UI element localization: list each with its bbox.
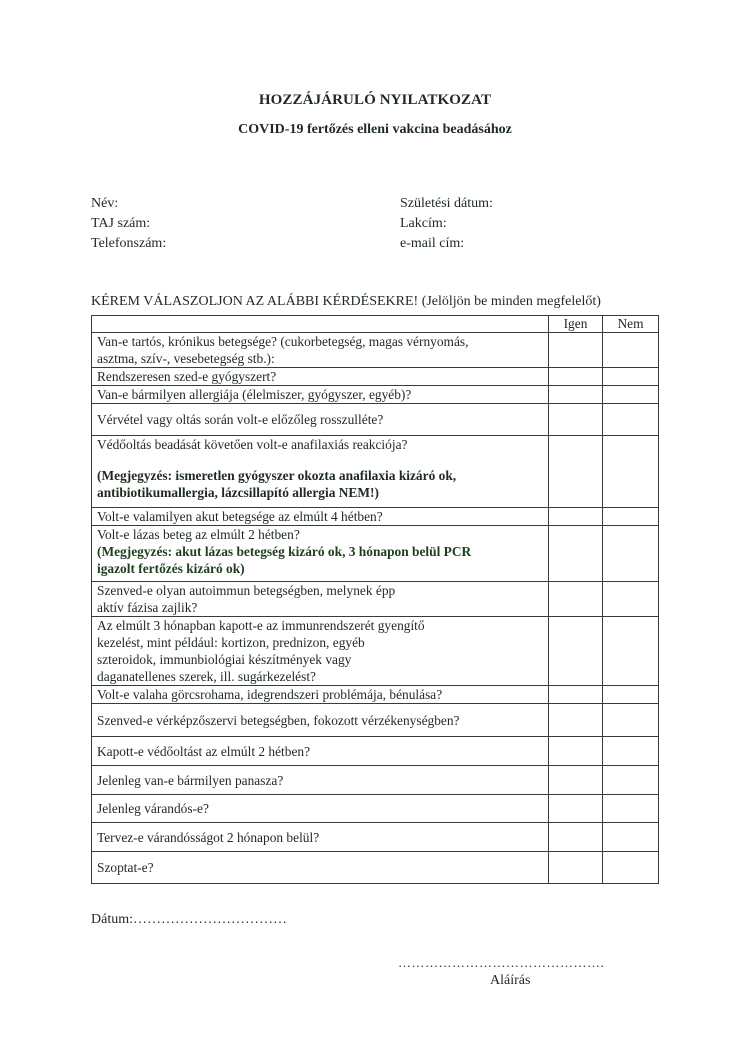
no-checkbox-cell[interactable] <box>603 436 659 508</box>
no-checkbox-cell[interactable] <box>603 617 659 686</box>
yes-checkbox-cell[interactable] <box>549 386 603 404</box>
question-cell <box>92 686 549 704</box>
yes-checkbox-cell[interactable] <box>549 704 603 737</box>
question-text: Szoptat-e? <box>97 860 154 875</box>
question-text: Volt-e valamilyen akut betegsége az elmúlt 4 hétben? <box>97 509 383 524</box>
question-cell <box>92 852 549 884</box>
question-text: Volt-e valaha görcsrohama, idegrendszeri problémája, bénulása? <box>97 687 443 702</box>
yes-checkbox-cell[interactable] <box>549 333 603 368</box>
no-checkbox-cell[interactable] <box>603 333 659 368</box>
no-checkbox-cell[interactable] <box>603 852 659 884</box>
table-row <box>92 404 659 436</box>
birth-date-label: Születési dátum: <box>400 196 493 211</box>
question-cell <box>92 582 549 617</box>
question-note: igazolt fertőzés kizáró ok) <box>97 561 245 576</box>
yes-checkbox-cell[interactable] <box>549 436 603 508</box>
table-row <box>92 368 659 386</box>
document-subtitle: COVID-19 fertőzés elleni vakcina beadásához <box>238 122 512 137</box>
question-cell <box>92 508 549 526</box>
question-text: Jelenleg van-e bármilyen panasza? <box>97 772 284 788</box>
table-row <box>92 737 659 766</box>
no-checkbox-cell[interactable] <box>603 686 659 704</box>
yes-checkbox-cell[interactable] <box>549 686 603 704</box>
yes-checkbox-cell[interactable] <box>549 404 603 436</box>
table-row <box>92 508 659 526</box>
no-checkbox-cell[interactable] <box>603 386 659 404</box>
question-cell <box>92 526 549 582</box>
question-note: (Megjegyzés: akut lázas betegség kizáró ok, 3 hónapon belül PCR <box>97 544 472 559</box>
no-checkbox-cell[interactable] <box>603 404 659 436</box>
question-note: (Megjegyzés: ismeretlen gyógyszer okozta anafilaxia kizáró ok, <box>97 468 457 483</box>
yes-checkbox-cell[interactable] <box>549 795 603 823</box>
table-row <box>92 386 659 404</box>
yes-checkbox-cell[interactable] <box>549 737 603 766</box>
table-row <box>92 526 659 582</box>
question-text: aktív fázisa zajlik? <box>97 600 198 615</box>
no-checkbox-cell[interactable] <box>603 704 659 737</box>
yes-checkbox-cell[interactable] <box>549 766 603 795</box>
no-checkbox-cell[interactable] <box>603 795 659 823</box>
question-cell <box>92 617 549 686</box>
question-text: Szenved-e olyan autoimmun betegségben, melynek épp <box>97 583 396 598</box>
no-column-header: Nem <box>603 316 659 333</box>
question-cell <box>92 766 549 795</box>
instruction-text: KÉREM VÁLASZOLJON AZ ALÁBBI KÉRDÉSEKRE! (Jelöljön be minden megfelelőt) <box>91 294 601 309</box>
no-checkbox-cell[interactable] <box>603 526 659 582</box>
table-row <box>92 582 659 617</box>
yes-checkbox-cell[interactable] <box>549 852 603 884</box>
no-checkbox-cell[interactable] <box>603 737 659 766</box>
question-text: Kapott-e védőoltást az elmúlt 2 hétben? <box>97 743 311 759</box>
question-text: Az elmúlt 3 hónapban kapott-e az immunrendszerét gyengítő <box>97 618 425 633</box>
yes-checkbox-cell[interactable] <box>549 526 603 582</box>
no-checkbox-cell[interactable] <box>603 368 659 386</box>
question-cell <box>92 404 549 436</box>
yes-checkbox-cell[interactable] <box>549 508 603 526</box>
question-text: daganatellenes szerek, ill. sugárkezelést? <box>97 669 316 684</box>
yes-checkbox-cell[interactable] <box>549 823 603 852</box>
questionnaire-table <box>91 315 659 884</box>
table-row <box>92 852 659 884</box>
address-label: Lakcím: <box>400 216 447 231</box>
question-text: asztma, szív-, vesebetegség stb.): <box>97 351 275 366</box>
table-row <box>92 333 659 368</box>
question-cell <box>92 333 549 368</box>
signature-label: Aláírás <box>490 973 531 988</box>
question-text: Tervez-e várandósságot 2 hónapon belül? <box>97 829 320 845</box>
question-note: antibiotikumallergia, lázcsillapító allergia NEM!) <box>97 485 379 500</box>
name-label: Név: <box>91 196 119 211</box>
table-row <box>92 823 659 852</box>
question-text: Jelenleg várandós-e? <box>97 801 209 816</box>
question-text: kezelést, mint például: kortizon, prednizon, egyéb <box>97 635 365 650</box>
question-text: Vérvétel vagy oltás során volt-e előzőleg rosszulléte? <box>97 412 384 427</box>
no-checkbox-cell[interactable] <box>603 823 659 852</box>
question-cell <box>92 368 549 386</box>
table-row <box>92 704 659 737</box>
question-cell <box>92 704 549 737</box>
document-title: HOZZÁJÁRULÓ NYILATKOZAT <box>258 92 492 108</box>
phone-label: Telefonszám: <box>91 236 167 251</box>
table-row <box>92 795 659 823</box>
email-label: e-mail cím: <box>400 236 465 251</box>
yes-checkbox-cell[interactable] <box>549 617 603 686</box>
question-text: Rendszeresen szed-e gyógyszert? <box>97 369 277 384</box>
question-text: Van-e bármilyen allergiája (élelmiszer, gyógyszer, egyéb)? <box>97 387 412 402</box>
table-row <box>92 686 659 704</box>
signature-line: ………………………………………. <box>398 955 605 970</box>
question-text: Szenved-e vérképzőszervi betegségben, fokozott vérzékenységben? <box>97 712 460 728</box>
table-row <box>92 766 659 795</box>
question-cell <box>92 436 549 508</box>
table-row <box>92 617 659 686</box>
question-cell <box>92 795 549 823</box>
question-column-header <box>92 316 549 333</box>
taj-number-label: TAJ szám: <box>91 216 151 231</box>
yes-checkbox-cell[interactable] <box>549 368 603 386</box>
question-text: Védőoltás beadását követően volt-e anafilaxiás reakciója? <box>97 437 408 452</box>
yes-column-header: Igen <box>549 316 603 333</box>
date-field: Dátum:…………………………… <box>91 912 287 927</box>
question-text: Volt-e lázas beteg az elmúlt 2 hétben? <box>97 527 300 542</box>
question-cell <box>92 737 549 766</box>
no-checkbox-cell[interactable] <box>603 766 659 795</box>
question-cell <box>92 386 549 404</box>
question-text: Van-e tartós, krónikus betegsége? (cukorbetegség, magas vérnyomás, <box>97 334 469 349</box>
question-text: szteroidok, immunbiológiai készítmények vagy <box>97 652 352 667</box>
table-header-row <box>92 316 659 333</box>
question-cell <box>92 823 549 852</box>
table-row <box>92 436 659 508</box>
yes-checkbox-cell[interactable] <box>549 582 603 617</box>
no-checkbox-cell[interactable] <box>603 582 659 617</box>
no-checkbox-cell[interactable] <box>603 508 659 526</box>
